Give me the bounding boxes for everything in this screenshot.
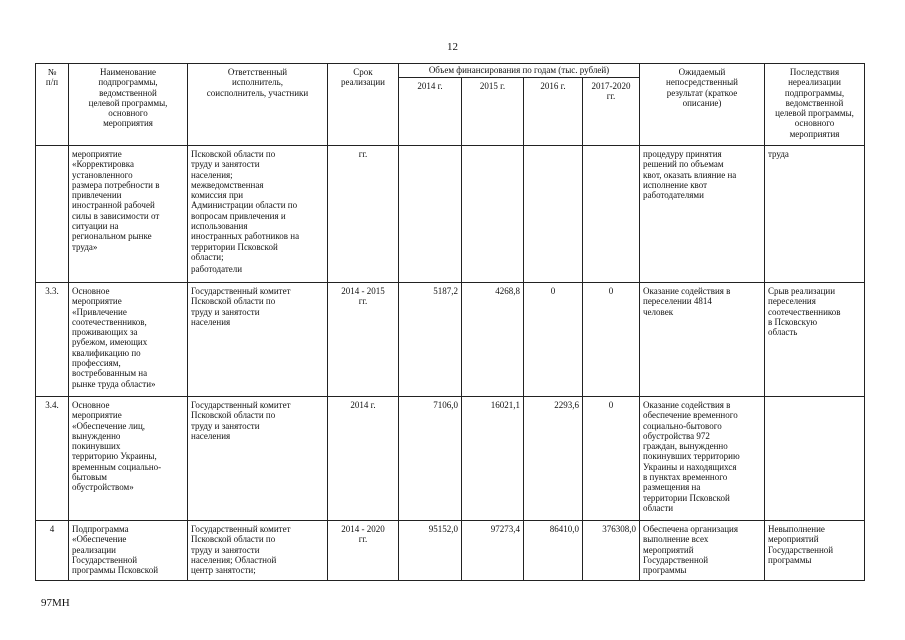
header-year-2017-2020: 2017-2020 гг. — [583, 78, 640, 146]
header-consequences: Последствия нереализации подпрограммы, ведомственной целевой программы, основного мероприятия — [765, 64, 865, 146]
row-num: 3.4. — [36, 397, 69, 521]
header-name: Наименование подпрограммы, ведомственной целевой программы, основного мероприятия — [69, 64, 188, 146]
table-row — [36, 397, 865, 521]
row-value-2015: 4268,8 — [462, 283, 524, 397]
row-value-2014 — [399, 146, 462, 283]
header-executor: Ответственный исполнитель, соисполнитель, участники — [188, 64, 328, 146]
table-row — [36, 521, 865, 581]
row-consequences: Срыв реализации переселения соотечественников в Псковскую область — [765, 283, 865, 397]
row-result: процедуру принятия решений по объемам квот, оказать влияние на исполнение квот работодателями — [640, 146, 765, 283]
table-row — [36, 283, 865, 397]
row-result: Обеспечена организация выполнение всех мероприятий Государственной программы — [640, 521, 765, 581]
header-term: Срок реализации — [328, 64, 399, 146]
row-num: 4 — [36, 521, 69, 581]
row-name: Подпрограмма «Обеспечение реализации Государственной программы Псковской — [69, 521, 188, 581]
row-name: мероприятие «Корректировка установленного размера потребности в привлечении иностранной рабочей силы в зависимости от ситуации на региональном рынке труда» — [69, 146, 188, 283]
table-row — [36, 146, 865, 283]
footer-code: 97МН — [41, 597, 70, 609]
row-num — [36, 146, 69, 283]
row-term: 2014 - 2020 гг. — [328, 521, 399, 581]
row-value-2015: 97273,4 — [462, 521, 524, 581]
row-executor: Государственный комитет Псковской области по труду и занятости населения — [188, 283, 328, 397]
row-result: Оказание содействия в переселении 4814 человек — [640, 283, 765, 397]
row-executor: Псковской области по труду и занятости населения; межведомственная комиссия при Администрации области по вопросам привлечения и использования иностранных работников на территории Псковской области; работодатели — [188, 146, 328, 283]
header-year-2014: 2014 г. — [399, 78, 462, 146]
row-consequences: труда — [765, 146, 865, 283]
row-value-2014: 7106,0 — [399, 397, 462, 521]
row-value-2016: 86410,0 — [524, 521, 583, 581]
row-value-2015 — [462, 146, 524, 283]
header-year-2016: 2016 г. — [524, 78, 583, 146]
row-executor: Государственный комитет Псковской области по труду и занятости населения; Областной центр занятости; — [188, 521, 328, 581]
row-value-2016 — [524, 146, 583, 283]
row-term: 2014 - 2015 гг. — [328, 283, 399, 397]
row-value-2016: 2293,6 — [524, 397, 583, 521]
row-value-2014: 5187,2 — [399, 283, 462, 397]
row-value-2017-2020: 0 — [583, 283, 640, 397]
table-header-row — [36, 64, 865, 78]
row-value-2017-2020: 376308,0 — [583, 521, 640, 581]
row-value-2017-2020 — [583, 146, 640, 283]
row-result: Оказание содействия в обеспечение временного социально-бытового обустройства 972 граждан, вынужденно покинувших территорию Украины и находящихся в пунктах временного размещения на территории Псковской области — [640, 397, 765, 521]
row-value-2015: 16021,1 — [462, 397, 524, 521]
header-funding: Объем финансирования по годам (тыс. рублей) — [399, 64, 640, 78]
row-term: гг. — [328, 146, 399, 283]
row-consequences — [765, 397, 865, 521]
header-result: Ожидаемый непосредственный результат (краткое описание) — [640, 64, 765, 146]
row-value-2014: 95152,0 — [399, 521, 462, 581]
header-year-2015: 2015 г. — [462, 78, 524, 146]
row-value-2017-2020: 0 — [583, 397, 640, 521]
program-table — [35, 63, 865, 581]
row-executor-extra: работодатели — [191, 264, 243, 275]
page-number: 12 — [447, 41, 458, 53]
row-term: 2014 г. — [328, 397, 399, 521]
row-num: 3.3. — [36, 283, 69, 397]
row-value-2016: 0 — [524, 283, 583, 397]
row-consequences: Невыполнение мероприятий Государственной программы — [765, 521, 865, 581]
row-executor: Государственный комитет Псковской области по труду и занятости населения — [188, 397, 328, 521]
row-name: Основное мероприятие «Обеспечение лиц, вынужденно покинувших территорию Украины, временным социально- бытовым обустройством» — [69, 397, 188, 521]
header-num: № п/п — [36, 64, 69, 146]
row-name: Основное мероприятие «Привлечение соотечественников, проживающих за рубежом, имеющих квалификацию по профессиям, востребованным на рынке труда области» — [69, 283, 188, 397]
